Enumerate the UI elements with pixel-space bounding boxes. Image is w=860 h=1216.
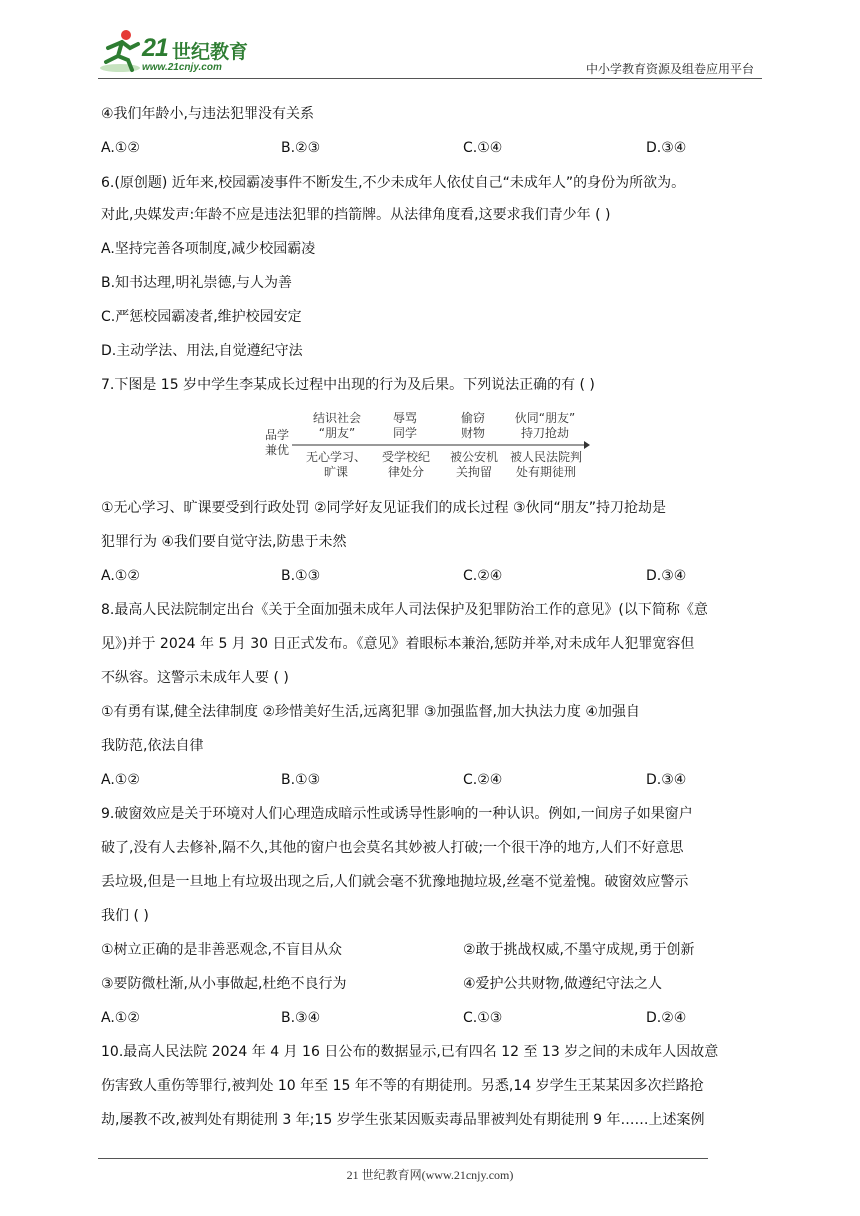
text-line: 对此,央媒发声:年龄不应是违法犯罪的挡箭牌。从法律角度看,这要求我们青少年 ( ): [101, 207, 611, 223]
figure-bottom-label: 被公安机 关拘留: [449, 450, 498, 479]
question-9-text: 9.破窗效应是关于环境对人们心理造成暗示性或诱导性影响的一种认识。例如,一间房子如果窗户: [101, 806, 693, 822]
option-c: C.②④: [463, 772, 503, 788]
option-d: D.③④: [646, 568, 687, 584]
option-d: D.主动学法、用法,自觉遵纪守法: [101, 343, 303, 359]
text-line: 见》)并于 2024 年 5 月 30 日正式发布。《意见》着眼标本兼治,惩防并举,对未成年人犯罪宽容但: [101, 636, 695, 652]
figure-top-label: 结识社会 “朋友”: [312, 411, 361, 440]
option-a: A.坚持完善各项制度,减少校园霸凌: [101, 241, 316, 257]
text-line: ①有勇有谋,健全法律制度 ②珍惜美好生活,远离犯罪 ③加强监督,加大执法力度 ④加强自: [101, 704, 640, 720]
platform-title: 中小学教育资源及组卷应用平台: [585, 62, 754, 76]
text-line: ①无心学习、旷课要受到行政处罚 ②同学好友见证我们的成长过程 ③伙同“朋友”持刀抢劫是: [101, 500, 667, 516]
option-a: A.①②: [101, 772, 140, 788]
options-q5: [101, 140, 763, 158]
page-footer: 21 世纪教育网(www.21cnjy.com): [346, 1168, 514, 1182]
option-b: B.①③: [281, 772, 321, 788]
options-q8: [101, 772, 763, 790]
text-line: 我防范,依法自律: [101, 738, 204, 754]
page-header: [98, 26, 762, 80]
text-line: ④我们年龄小,与违法犯罪没有关系: [101, 106, 315, 122]
text-line: 不纵容。这警示未成年人要 ( ): [101, 670, 289, 686]
option-d: D.②④: [646, 1010, 687, 1026]
figure-bottom-label: 被人民法院判 处有期徒刑: [509, 450, 582, 479]
option-b: B.①③: [281, 568, 321, 584]
option-a: A.①②: [101, 1010, 140, 1026]
logo: [98, 26, 268, 78]
logo-url: www.21cnjy.com: [142, 62, 222, 73]
logo-number: 21: [142, 34, 168, 62]
question-8-text: 8.最高人民法院制定出台《关于全面加强未成年人司法保护及犯罪防治工作的意见》(以下简称《意: [101, 602, 708, 618]
option-c: C.①④: [463, 140, 503, 156]
question-6-text: 6.(原创题) 近年来,校园霸凌事件不断发生,不少未成年人依仗自己“未成年人”的身份为所欲为。: [101, 175, 686, 191]
text-line: 劫,屡教不改,被判处有期徒刑 3 年;15 岁学生张某因贩卖毒品罪被判处有期徒刑 9 年……上述案例: [101, 1112, 705, 1128]
figure-start-label: 品学 兼优: [264, 428, 289, 457]
figure-bottom-label: 受学校纪 律处分: [381, 450, 430, 479]
figure-top-label: 伙同“朋友” 持刀抢劫: [514, 411, 576, 440]
choice-2: ②敢于挑战权威,不墨守成规,勇于创新: [463, 942, 695, 958]
options-q9: [101, 1010, 763, 1028]
option-a: A.①②: [101, 568, 140, 584]
header-divider: [98, 78, 762, 79]
choice-4: ④爱护公共财物,做遵纪守法之人: [463, 976, 663, 992]
option-d: D.③④: [646, 772, 687, 788]
option-b: B.知书达理,明礼崇德,与人为善: [101, 275, 292, 291]
option-b: B.③④: [281, 1010, 321, 1026]
growth-path-figure: [262, 408, 590, 486]
text-line: 我们 ( ): [101, 908, 149, 924]
footer-divider: [98, 1158, 708, 1159]
option-d: D.③④: [646, 140, 687, 156]
text-line: 伤害致人重伤等罪行,被判处 10 年至 15 年不等的有期徒刑。另悉,14 岁学生王某某因多次拦路抢: [101, 1078, 704, 1094]
option-c: C.严惩校园霸凌者,维护校园安定: [101, 309, 302, 325]
option-a: A.①②: [101, 140, 140, 156]
text-line: 犯罪行为 ④我们要自觉守法,防患于未然: [101, 534, 347, 550]
question-7-text: 7.下图是 15 岁中学生李某成长过程中出现的行为及后果。下列说法正确的有 ( ): [101, 377, 595, 393]
option-c: C.②④: [463, 568, 503, 584]
text-line: 丢垃圾,但是一旦地上有垃圾出现之后,人们就会毫不犹豫地抛垃圾,丝毫不觉羞愧。破窗效应警示: [101, 874, 689, 890]
options-q7: [101, 568, 763, 586]
text-line: 破了,没有人去修补,隔不久,其他的窗户也会莫名其妙被人打破;一个很干净的地方,人们不好意思: [101, 840, 684, 856]
choice-3: ③要防微杜渐,从小事做起,杜绝不良行为: [101, 976, 347, 992]
logo-text: 世纪教育: [172, 41, 249, 63]
question-10-text: 10.最高人民法院 2024 年 4 月 16 日公布的数据显示,已有四名 12 至 13 岁之间的未成年人因故意: [101, 1044, 719, 1060]
figure-top-label: 偷窃 财物: [460, 411, 485, 440]
choice-1: ①树立正确的是非善恶观念,不盲目从众: [101, 942, 342, 958]
runner-logo-icon: [98, 28, 144, 74]
figure-bottom-label: 无心学习、 旷课: [305, 450, 366, 479]
option-c: C.①③: [463, 1010, 503, 1026]
option-b: B.②③: [281, 140, 321, 156]
figure-top-label: 辱骂 同学: [392, 411, 417, 440]
